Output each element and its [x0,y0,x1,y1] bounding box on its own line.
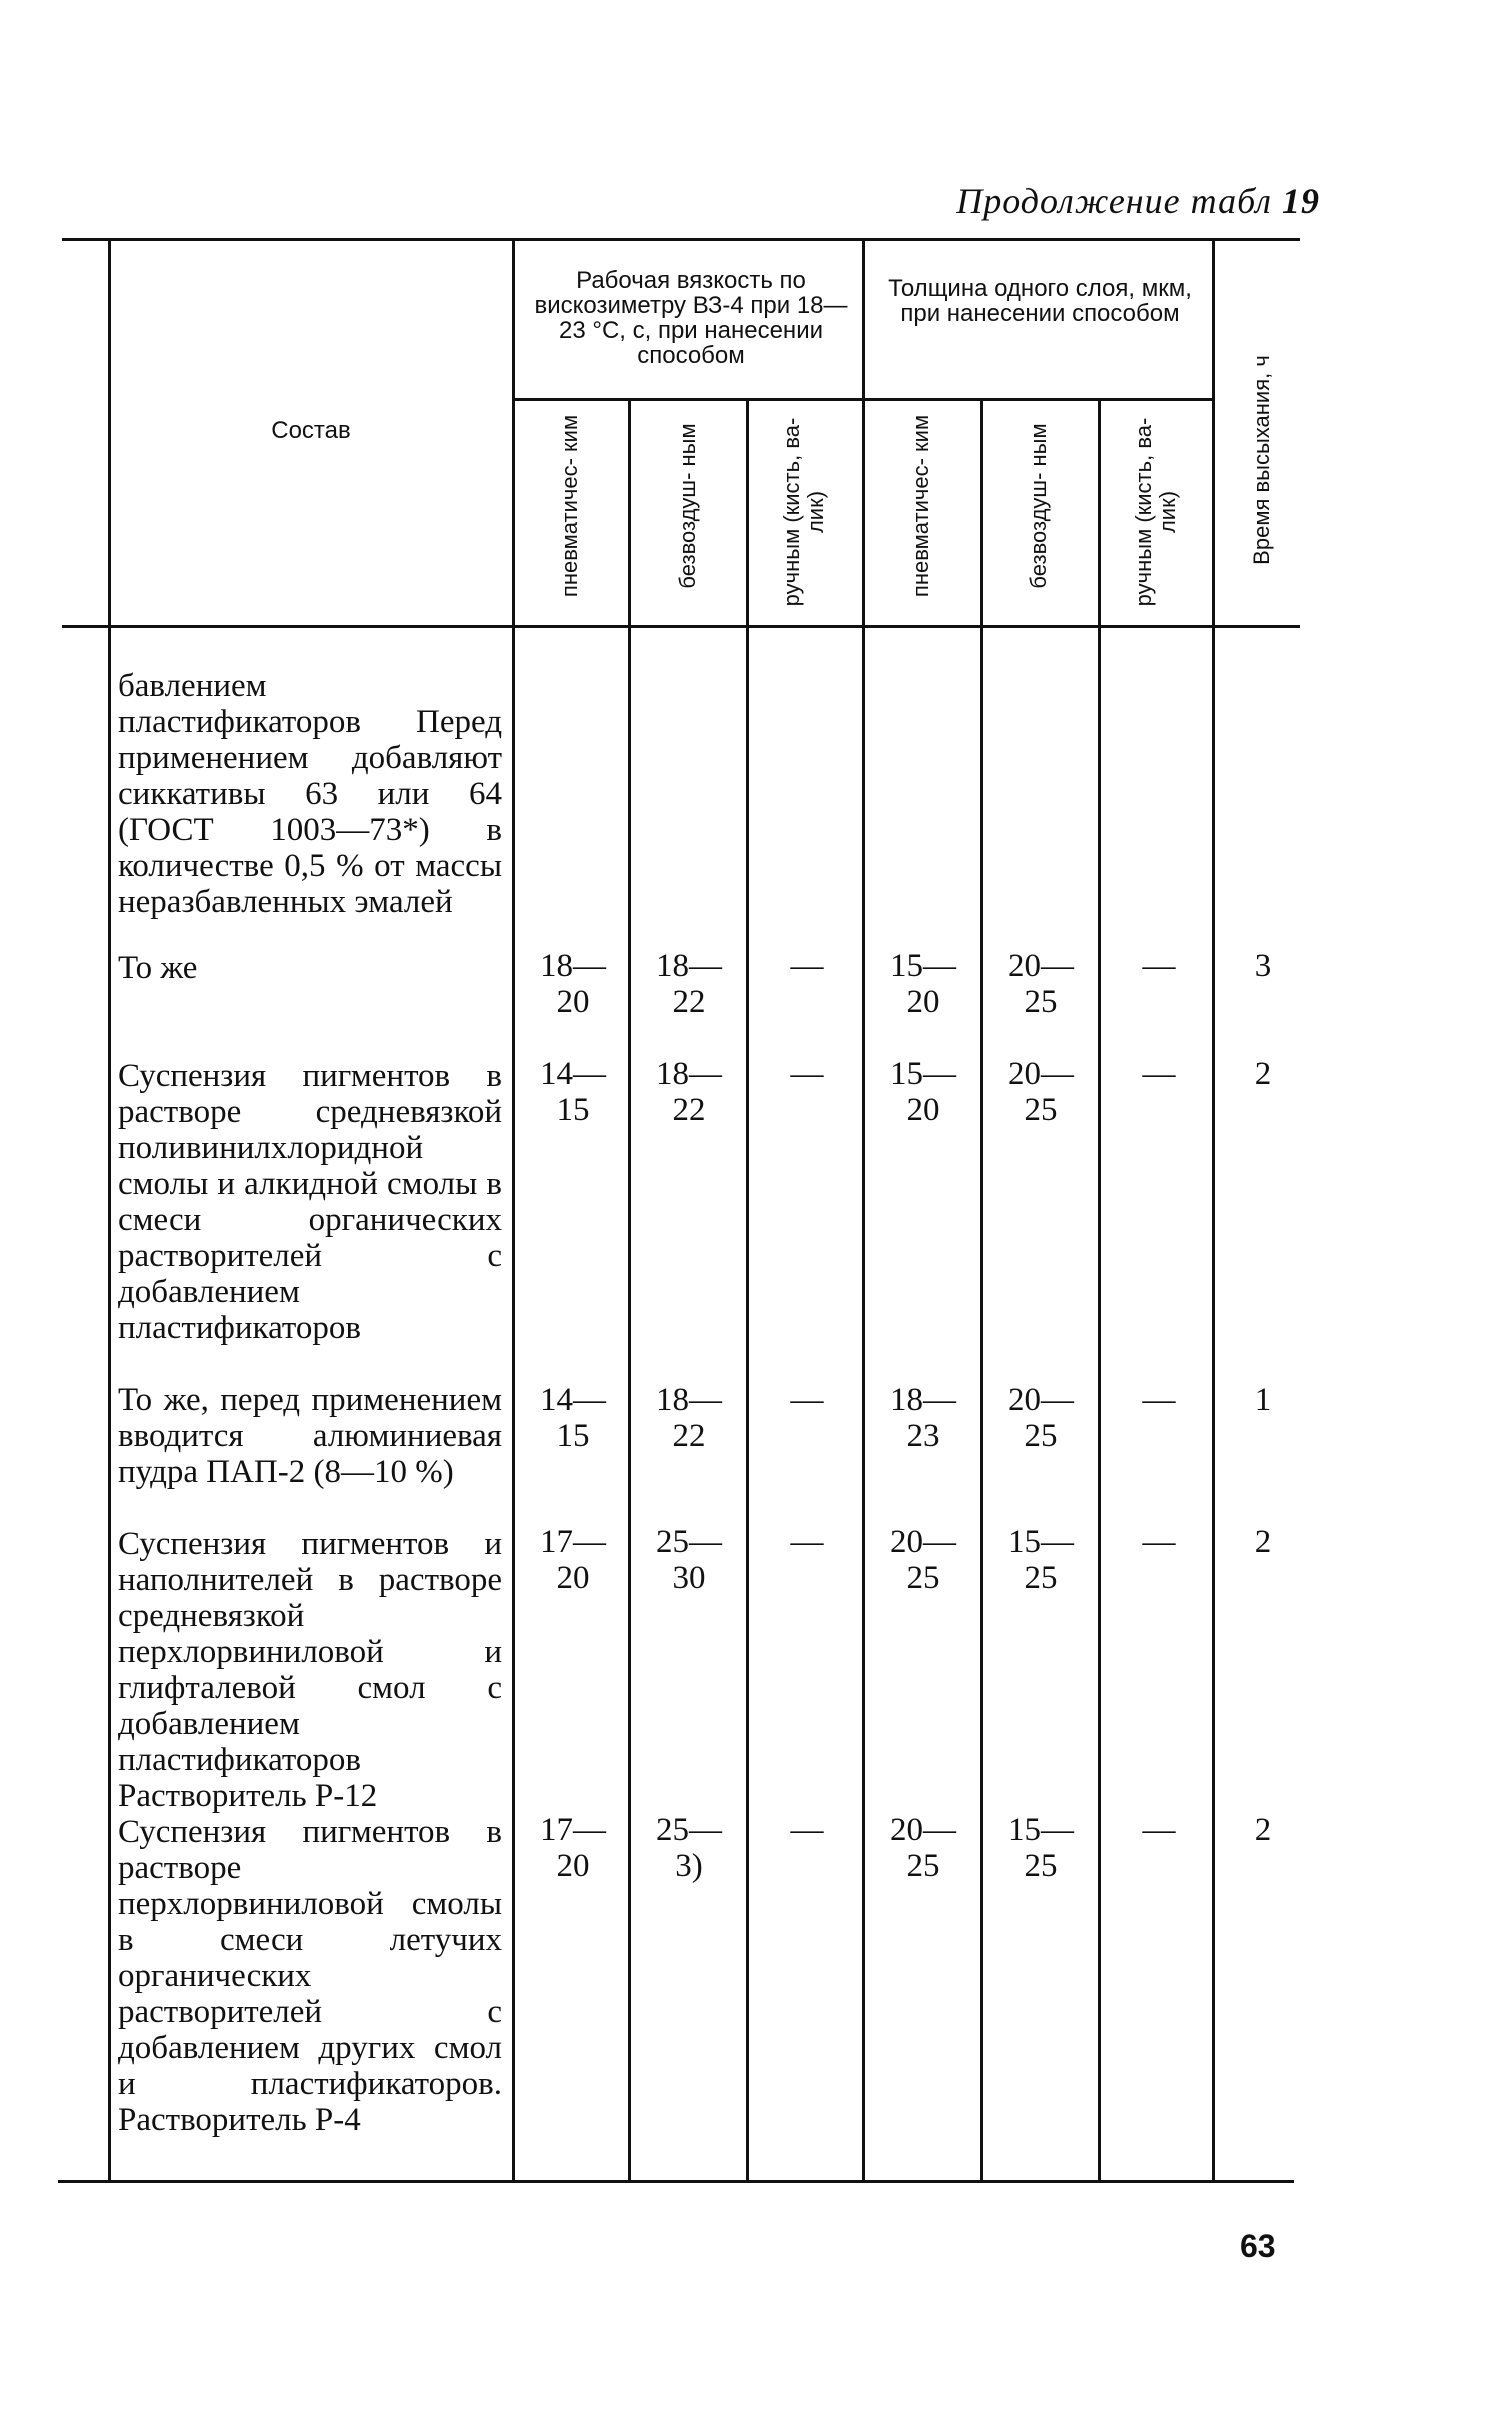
row-4-cell: — [790,1524,824,1560]
row-4-cell: 17— 20 [540,1524,606,1596]
row-4-cell: 20— 25 [890,1524,956,1596]
header-drying-time: Время высыхания, ч [1249,355,1274,565]
header-viscosity-group: Рабочая вязкость по вискозиметру ВЗ-4 при 18—23 °С, с, при нанесении способом [534,267,848,369]
row-1-cell: — [790,948,824,984]
row-2-description: Суспензия пигментов в растворе средневязкой поливинилхлоридной смолы и алкидной смолы в смеси органических растворителей с добавлением пластификаторов [118,1058,502,1346]
row-2-cell: — [1142,1056,1176,1092]
row-5-cell: 2 [1254,1812,1272,1848]
left-border [108,240,111,2182]
header-viscosity-airless: безвоздуш- ным [675,423,700,589]
page-number: 63 [1240,2228,1276,2264]
col-divider-5 [1098,398,1101,2182]
row-1-description: То же [118,950,198,986]
table-top-rule [62,238,1300,241]
row-1-cell: — [1142,948,1176,984]
row-5-cell: 17— 20 [540,1812,606,1884]
header-thickness-airless: безвоздуш- ным [1026,423,1051,589]
row-0-description: бавлением пластификаторов Перед применением добавляют сиккативы 63 или 64 (ГОСТ 1003—73*) в количестве 0,5 % от массы неразбавленных эмалей [118,668,502,920]
row-3-cell: 18— 23 [890,1382,956,1454]
row-4-cell: 25— 30 [656,1524,722,1596]
col-divider-4 [980,398,983,2182]
table-number: 19 [1282,181,1320,221]
row-2-cell: — [790,1056,824,1092]
row-4-cell: — [1142,1524,1176,1560]
row-1-cell: 15— 20 [890,948,956,1020]
row-3-cell: — [1142,1382,1176,1418]
row-2-cell: 18— 22 [656,1056,722,1128]
caption-text: Продолжение табл [956,181,1272,221]
row-1-cell: 3 [1254,948,1272,984]
row-2-cell: 20— 25 [1008,1056,1074,1128]
row-3-cell: 18— 22 [656,1382,722,1454]
row-4-cell: 2 [1254,1524,1272,1560]
header-viscosity-manual: ручным (кисть, ва- лик) [779,417,828,607]
header-thickness-group: Толщина одного слоя, мкм, при нанесении способом [888,275,1192,327]
table-row-description [118,1814,502,2138]
col-divider-viscosity [862,240,865,2182]
row-5-description: Суспензия пигментов в растворе перхлорвиниловой смолы в смеси летучих органических растворителей с добавлением других смол и пластификаторов. Растворитель Р-4 [118,1814,502,2138]
row-2-cell: 14— 15 [540,1056,606,1128]
row-4-cell: 15— 25 [1008,1524,1074,1596]
table-bottom-rule [58,2180,1294,2183]
row-5-cell: — [1142,1812,1176,1848]
table-caption [900,180,1320,222]
header-bottom-rule [62,625,1300,628]
header-thickness-pneumatic: пневматичес- ким [908,414,933,598]
row-5-cell: — [790,1812,824,1848]
row-4-description: Суспензия пигментов и наполнителей в растворе средневязкой перхлорвиниловой и глифталевой смол с добавлением пластификаторов Растворитель Р-12 [118,1526,502,1814]
row-3-description: То же, перед применением вводится алюминиевая пудра ПАП-2 (8—10 %) [118,1382,502,1490]
row-5-cell: 20— 25 [890,1812,956,1884]
row-3-cell: 14— 15 [540,1382,606,1454]
col-divider-2 [746,398,749,2182]
row-1-cell: 20— 25 [1008,948,1074,1020]
row-2-cell: 15— 20 [890,1056,956,1128]
table-row-description [118,1526,502,1814]
table-row-description [118,1058,502,1346]
row-3-cell: 20— 25 [1008,1382,1074,1454]
row-5-cell: 25— 3) [656,1812,722,1884]
col-divider-thickness [1212,240,1215,2182]
row-1-cell: 18— 22 [656,948,722,1020]
table-row-description [118,950,502,986]
row-1-cell: 18— 20 [540,948,606,1020]
col-divider-1 [628,398,631,2182]
table-row-description [118,668,502,920]
table-row-description [118,1382,502,1490]
row-5-cell: 15— 25 [1008,1812,1074,1884]
col-divider-composition [512,240,515,2182]
header-thickness-manual: ручным (кисть, ва- лик) [1131,417,1180,607]
row-3-cell: — [790,1382,824,1418]
header-viscosity-pneumatic: пневматичес- ким [557,414,582,598]
row-2-cell: 2 [1254,1056,1272,1092]
row-3-cell: 1 [1254,1382,1272,1418]
header-composition: Состав [271,417,351,444]
